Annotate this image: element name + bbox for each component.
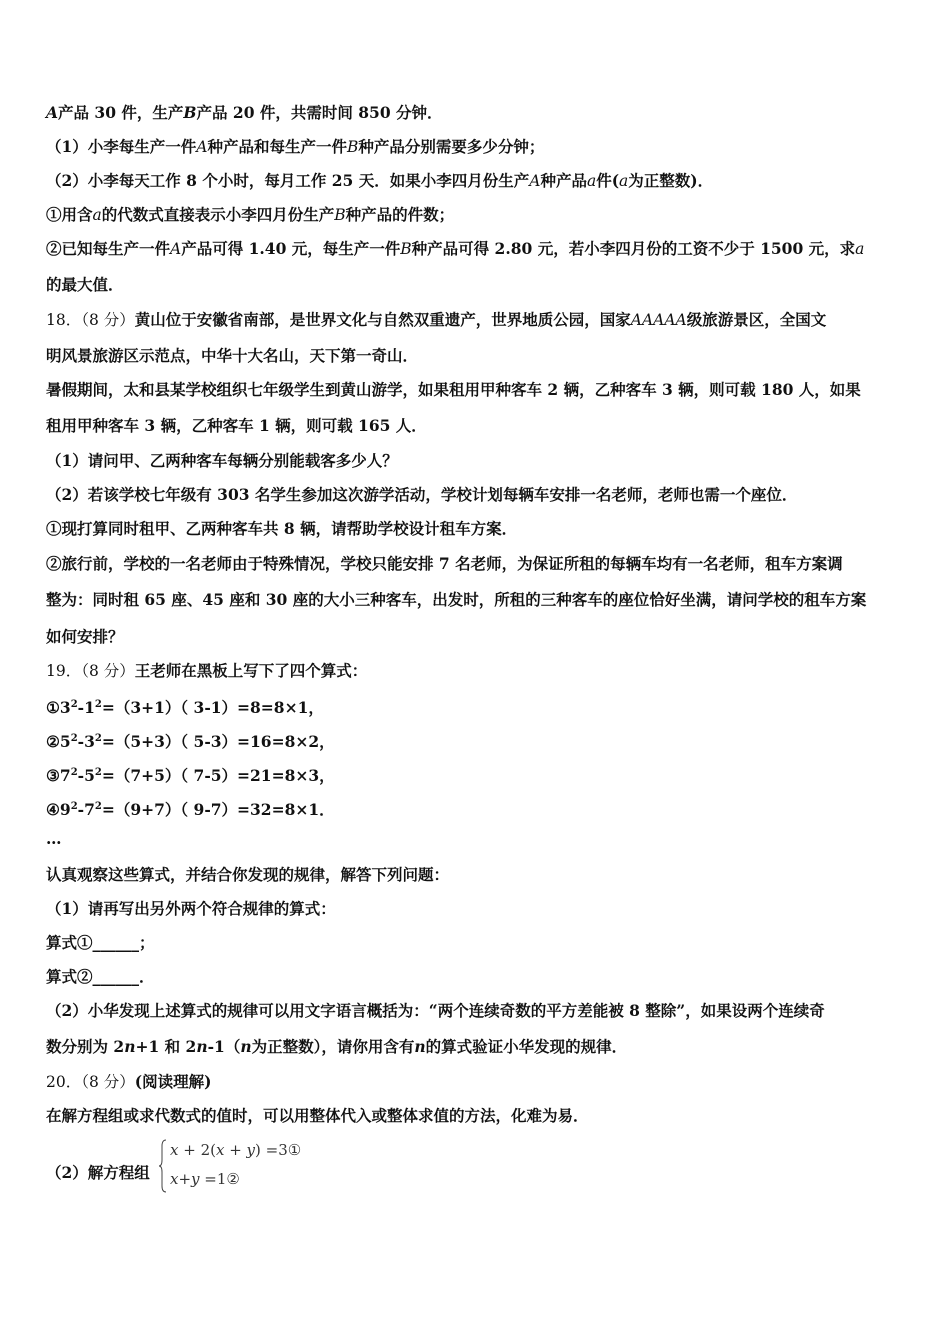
text: =（9+7）（ 9-7）=32=8×1． <box>101 800 335 819</box>
question-20-part-2: （2）解方程组 <box>46 1163 150 1182</box>
text: =（7+5）（ 7-5）=21=8×3， <box>101 766 335 785</box>
equation-2 <box>46 729 335 752</box>
text: 为正整数），请你用含有 <box>251 1037 415 1056</box>
text: 为正整数)． <box>628 171 714 190</box>
text: ) =3① <box>255 1141 302 1159</box>
question-19-part-1: （1）请再写出另外两个符合规律的算式： <box>46 899 336 918</box>
text: -7 <box>77 800 95 819</box>
text: 种产品分别需要多少分钟； <box>358 137 545 156</box>
text: + <box>178 1170 192 1188</box>
var-B: B <box>400 240 412 258</box>
text: 黄山位于安徽省南部，是世界文化与自然双重遗产，世界地质公园，国家 <box>134 310 631 329</box>
equation-3 <box>46 763 335 786</box>
superscript: 2 <box>94 733 102 744</box>
question-17-part-2 <box>46 171 713 191</box>
text: -3 <box>77 732 95 751</box>
superscript: 2 <box>94 767 102 778</box>
text: 级旅游景区，全国文 <box>686 310 827 329</box>
text: AAAAA <box>630 311 687 329</box>
text-line: 租用甲种客车 3 辆，乙种客车 1 辆，则可载 165 人． <box>46 416 427 435</box>
text: 种产品可得 2.80 元，若小李四月份的工资不少于 1500 元，求 <box>411 239 856 258</box>
question-number: 19．（8 分） <box>46 662 135 680</box>
var-n: n <box>240 1037 252 1056</box>
text: =（3+1）（ 3-1）=8=8×1， <box>101 698 324 717</box>
text: (阅读理解) <box>134 1072 212 1091</box>
text-line: 在解方程组或求代数式的值时，可以用整体代入或整体求值的方法，化难为易． <box>46 1106 589 1125</box>
superscript: 2 <box>94 801 102 812</box>
text: （2）小李每天工作 8 个小时，每月工作 25 天．如果小李四月份生产 <box>46 171 530 190</box>
question-18-part-2: （2）若该学校七年级有 303 名学生参加这次游学活动，学校计划每辆车安排一名老师，老师也需一个座位． <box>46 485 798 504</box>
var-A: A <box>170 240 182 258</box>
answer-blank-1: 算式①______； <box>46 933 155 952</box>
question-18-part-1: （1）请问甲、乙两种客车每辆分别能载客多少人？ <box>46 451 398 470</box>
text: 的代数式直接表示小李四月份生产 <box>101 205 335 224</box>
question-number: 18．（8 分） <box>46 311 135 329</box>
var-n: n <box>196 1037 208 1056</box>
question-18-heading <box>46 310 826 330</box>
equation-system <box>158 1138 318 1194</box>
text: =（5+3）（ 5-3）=16=8×2， <box>101 732 335 751</box>
text: 王老师在黑板上写下了四个算式： <box>134 661 368 680</box>
question-17-item-2 <box>46 239 864 259</box>
var-a: a <box>586 172 597 190</box>
equation-1 <box>46 695 324 718</box>
var-n: n <box>124 1037 136 1056</box>
superscript: 2 <box>70 767 78 778</box>
text-line: 的最大值． <box>46 275 124 294</box>
text: （1）小李每生产一件 <box>46 137 197 156</box>
question-19-part-2: （2）小华发现上述算式的规律可以用文字语言概括为：“两个连续奇数的平方差能被 8 整除”，如果设两个连续奇 <box>46 1001 825 1020</box>
var-B: B <box>347 138 359 156</box>
text: -5 <box>77 766 95 785</box>
text-line <box>46 103 443 123</box>
text-line: 暑假期间，太和县某学校组织七年级学生到黄山游学，如果租用甲种客车 2 辆，乙种客车 3 辆，则可载 180 人，如果 <box>46 380 861 399</box>
text: 产品 30 件，生产 <box>58 103 184 122</box>
text: 件( <box>596 171 620 190</box>
text: ①3 <box>46 698 71 717</box>
answer-blank-2: 算式②______． <box>46 967 155 986</box>
text: + <box>224 1141 247 1159</box>
var-A: A <box>46 103 59 122</box>
text: ②已知每生产一件 <box>46 239 171 258</box>
var-a: a <box>92 206 102 224</box>
text-line: 整为：同时租 65 座、45 座和 30 座的大小三种客车，出发时，所租的三种客车的座位恰好坐满，请问学校的租车方案 <box>46 590 867 609</box>
var-n: n <box>414 1037 426 1056</box>
var-B: B <box>183 103 197 122</box>
text: 种产品和每生产一件 <box>207 137 348 156</box>
text: -1 <box>77 698 95 717</box>
text: -1（ <box>207 1037 241 1056</box>
text: +1 和 2 <box>135 1037 197 1056</box>
text: 的算式验证小华发现的规律． <box>425 1037 628 1056</box>
question-20-heading <box>46 1072 211 1092</box>
brace-icon <box>158 1138 168 1194</box>
superscript: 2 <box>70 801 78 812</box>
question-18-item-2: ②旅行前，学校的一名老师由于特殊情况，学校只能安排 7 名老师，为保证所租的每辆车均有一名老师，租车方案调 <box>46 554 843 573</box>
var-a: a <box>619 172 629 190</box>
text: 产品 20 件，共需时间 850 分钟． <box>196 103 443 122</box>
ellipsis: … <box>46 829 62 848</box>
text: 数分别为 2 <box>46 1037 125 1056</box>
text: 种产品 <box>540 171 587 190</box>
var-y: y <box>246 1141 256 1159</box>
superscript: 2 <box>70 733 78 744</box>
question-19-heading <box>46 661 367 681</box>
text-line <box>46 1037 627 1057</box>
var-A: A <box>196 138 208 156</box>
var-A: A <box>529 172 541 190</box>
question-number: 20．（8 分） <box>46 1073 135 1091</box>
text: 产品可得 1.40 元，每生产一件 <box>181 239 401 258</box>
var-a: a <box>855 240 865 258</box>
question-17-part-1 <box>46 137 544 157</box>
text: 种产品的件数； <box>345 205 455 224</box>
system-equation-1 <box>170 1141 301 1159</box>
text: ④9 <box>46 800 71 819</box>
text: ②5 <box>46 732 71 751</box>
text: =1② <box>199 1170 240 1188</box>
var-B: B <box>334 206 346 224</box>
text: ①用含 <box>46 205 93 224</box>
question-18-item-1: ①现打算同时租甲、乙两种客车共 8 辆，请帮助学校设计租车方案． <box>46 519 518 538</box>
text: + 2( <box>178 1141 216 1159</box>
var-y: y <box>191 1170 200 1188</box>
text-line: 认真观察这些算式，并结合你发现的规律，解答下列问题： <box>46 865 450 884</box>
question-17-item-1 <box>46 205 454 225</box>
var-x: x <box>215 1141 225 1159</box>
superscript: 2 <box>70 699 78 710</box>
system-equation-2 <box>170 1170 240 1188</box>
text: ③7 <box>46 766 71 785</box>
superscript: 2 <box>94 699 102 710</box>
text-line: 明风景旅游区示范点，中华十大名山，天下第一奇山． <box>46 346 419 365</box>
text-line: 如何安排？ <box>46 627 124 646</box>
equation-4 <box>46 797 335 820</box>
var-x: x <box>170 1141 179 1159</box>
var-x: x <box>170 1170 179 1188</box>
